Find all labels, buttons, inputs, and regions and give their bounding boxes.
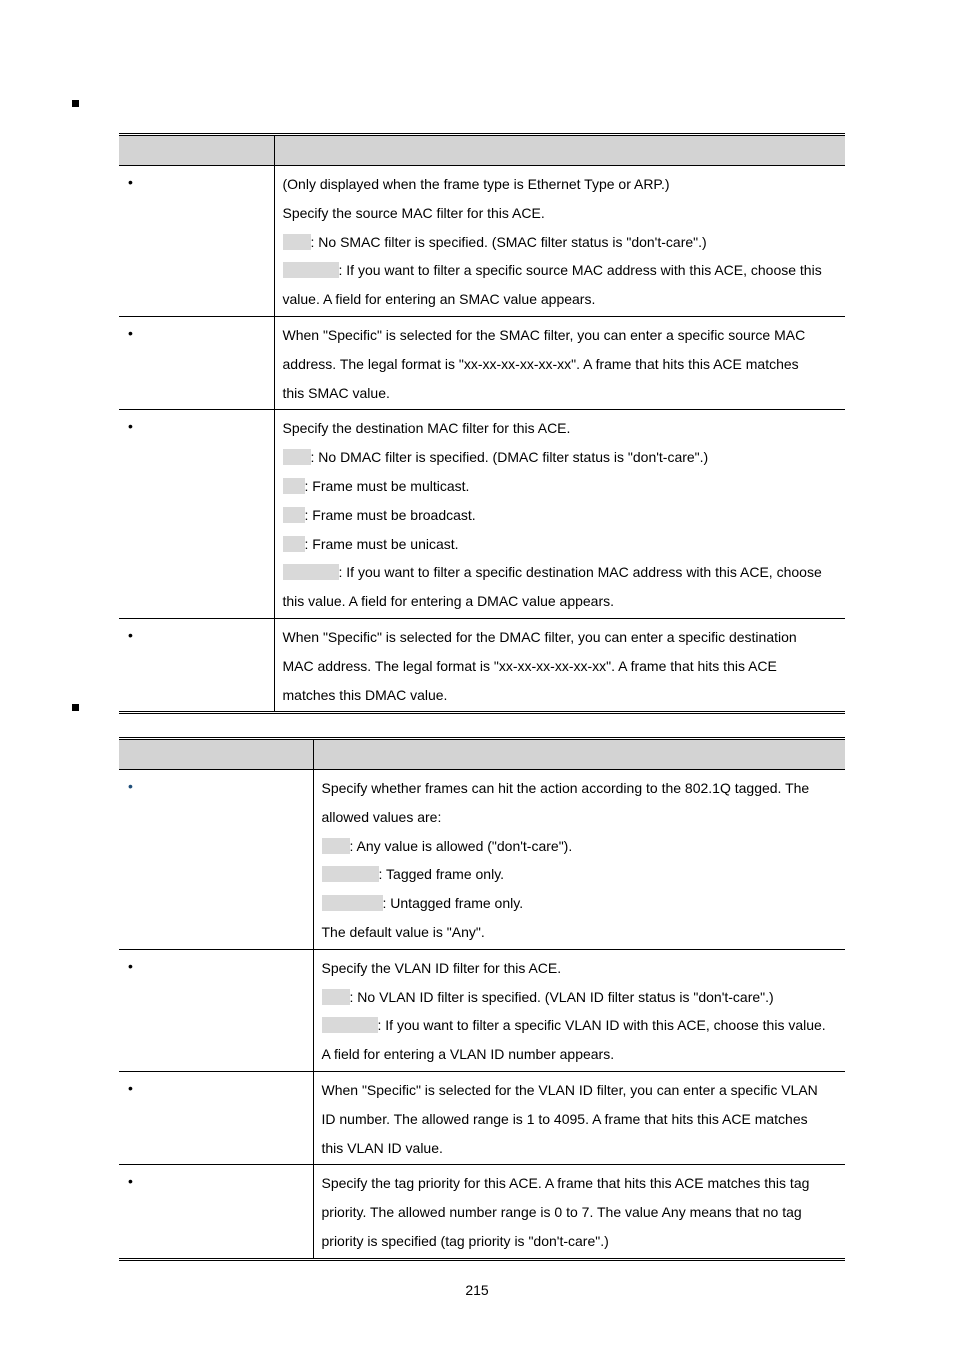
description-line: [322, 803, 840, 832]
bullet-icon: •: [128, 1173, 133, 1190]
bullet-icon: •: [128, 324, 133, 341]
description-line: [322, 983, 840, 1012]
description-text: Specify whether frames can hit the action according to the 802.1Q tagged. The: [321, 780, 810, 796]
description-text: address. The legal format is "xx-xx-xx-xx-xx-xx". A frame that hits this ACE matches: [282, 355, 799, 372]
description-line: [322, 832, 840, 861]
object-cell: [119, 410, 274, 619]
description-cell: [313, 949, 845, 1071]
description-text: : If you want to filter a specific destination MAC address with this ACE, choose: [338, 564, 822, 581]
description-text: MAC address. The legal format is "xx-xx-xx-xx-xx-xx". A frame that hits this ACE: [282, 657, 777, 674]
description-text: Specify the source MAC filter for this ACE.: [282, 204, 545, 221]
object-cell: [119, 316, 274, 409]
description-cell: [274, 410, 845, 619]
description-line: [322, 1169, 840, 1198]
description-line: [283, 623, 840, 652]
description-text: priority is specified (tag priority is "don't-care".): [321, 1232, 609, 1249]
description-text: : Any value is allowed ("don't-care").: [349, 837, 573, 854]
value-keyword-highlight: [283, 478, 305, 494]
description-text: this SMAC value.: [282, 384, 390, 401]
description-line: [322, 1198, 840, 1227]
value-keyword-highlight: [322, 838, 350, 854]
description-text: : Frame must be unicast.: [304, 535, 459, 552]
bullet-icon: •: [128, 418, 133, 435]
description-text: : No VLAN ID filter is specified. (VLAN ID filter status is "don't-care".): [349, 988, 774, 1005]
description-text: : Untagged frame only.: [382, 895, 524, 912]
description-line: [283, 228, 840, 257]
description-text: The default value is "Any".: [321, 923, 485, 940]
description-text: this VLAN ID value.: [321, 1139, 443, 1156]
parameter-table-2: [119, 737, 845, 1261]
table-body: [119, 770, 845, 1260]
description-line: [322, 889, 840, 918]
table-row: [119, 618, 845, 712]
description-text: Specify the destination MAC filter for this ACE.: [282, 420, 571, 437]
table-row: [119, 410, 845, 619]
table-header: [119, 739, 845, 770]
description-text: Specify the VLAN ID filter for this ACE.: [321, 959, 562, 976]
description-line: [322, 1134, 840, 1163]
object-cell: [119, 166, 274, 317]
description-line: [322, 1011, 840, 1040]
description-line: [283, 558, 840, 587]
description-text: : No SMAC filter is specified. (SMAC filter status is "don't-care".): [310, 233, 707, 250]
table-row: [119, 166, 845, 317]
object-cell: [119, 770, 313, 950]
description-line: [322, 954, 840, 983]
description-line: [283, 350, 840, 379]
table-header: [119, 135, 845, 166]
bullet-icon: •: [128, 626, 133, 643]
value-keyword-highlight: [322, 989, 350, 1005]
description-line: [283, 199, 840, 228]
description-text: Specify the tag priority for this ACE. A frame that hits this ACE matches this tag: [321, 1175, 810, 1192]
description-line: [283, 587, 840, 616]
value-keyword-highlight: [283, 234, 311, 250]
description-line: [283, 530, 840, 559]
value-keyword-highlight: [283, 507, 305, 523]
description-line: [322, 774, 840, 803]
object-cell: [119, 1071, 313, 1164]
description-text: : If you want to filter a specific source MAC address with this ACE, choose this: [338, 262, 822, 279]
description-cell: [313, 1165, 845, 1259]
description-text: : Tagged frame only.: [378, 866, 505, 883]
description-text: When "Specific" is selected for the SMAC filter, you can enter a specific source MAC: [282, 326, 806, 343]
description-line: [322, 918, 840, 947]
bullet-icon: •: [128, 174, 133, 190]
description-cell: [274, 316, 845, 409]
description-text: : If you want to filter a specific VLAN ID with this ACE, choose this value.: [377, 1017, 826, 1034]
description-cell: [313, 1071, 845, 1164]
description-line: [283, 652, 840, 681]
description-text: this value. A field for entering a DMAC value appears.: [282, 593, 615, 610]
header-object-cell: [119, 739, 313, 770]
object-cell: [119, 618, 274, 712]
description-line: [283, 472, 840, 501]
page-number: 215: [465, 1282, 489, 1298]
value-keyword-highlight: [283, 564, 339, 580]
value-keyword-highlight: [322, 866, 379, 882]
description-text: (Only displayed when the frame type is Ethernet Type or ARP.): [282, 176, 670, 192]
description-text: : Frame must be multicast.: [304, 477, 470, 494]
description-line: [283, 501, 840, 530]
description-text: When "Specific" is selected for the DMAC filter, you can enter a specific destination: [282, 628, 797, 645]
description-line: [283, 681, 840, 710]
header-description-cell: [313, 739, 845, 770]
description-text: priority. The allowed number range is 0 to 7. The value Any means that no tag: [321, 1204, 802, 1221]
header-description-cell: [274, 135, 845, 166]
description-line: [283, 170, 840, 199]
section-marker-1: [72, 100, 79, 107]
table-row: [119, 316, 845, 409]
description-line: [283, 379, 840, 408]
header-object-cell: [119, 135, 274, 166]
description-line: [283, 443, 840, 472]
description-line: [322, 1227, 840, 1256]
description-line: [322, 860, 840, 889]
parameter-table-1: [119, 133, 845, 714]
description-line: [322, 1076, 840, 1105]
description-text: : Frame must be broadcast.: [304, 506, 476, 523]
value-keyword-highlight: [283, 536, 305, 552]
value-keyword-highlight: [283, 262, 339, 278]
bullet-icon: •: [128, 778, 133, 794]
table-row: [119, 770, 845, 950]
object-cell: [119, 1165, 313, 1259]
description-text: A field for entering a VLAN ID number appears.: [321, 1046, 615, 1063]
description-line: [283, 256, 840, 285]
object-cell: [119, 949, 313, 1071]
description-line: [283, 321, 840, 350]
value-keyword-highlight: [283, 449, 311, 465]
bullet-icon: •: [128, 957, 133, 974]
description-cell: [274, 166, 845, 317]
description-text: ID number. The allowed range is 1 to 4095. A frame that hits this ACE matches: [321, 1110, 808, 1127]
description-line: [283, 285, 840, 314]
description-cell: [313, 770, 845, 950]
table-row: [119, 1071, 845, 1164]
table-row: [119, 1165, 845, 1259]
table-row: [119, 949, 845, 1071]
description-line: [322, 1105, 840, 1134]
description-text: When "Specific" is selected for the VLAN ID filter, you can enter a specific VLAN: [321, 1081, 818, 1098]
description-cell: [274, 618, 845, 712]
section-marker-2: [72, 704, 79, 711]
description-text: matches this DMAC value.: [282, 686, 448, 703]
description-line: [322, 1040, 840, 1069]
description-line: [283, 414, 840, 443]
table-body: [119, 166, 845, 713]
value-keyword-highlight: [322, 1017, 378, 1033]
description-text: value. A field for entering an SMAC value appears.: [282, 291, 596, 308]
value-keyword-highlight: [322, 895, 383, 911]
description-text: allowed values are:: [321, 808, 442, 825]
description-text: : No DMAC filter is specified. (DMAC filter status is "don't-care".): [310, 449, 709, 466]
bullet-icon: •: [128, 1079, 133, 1096]
